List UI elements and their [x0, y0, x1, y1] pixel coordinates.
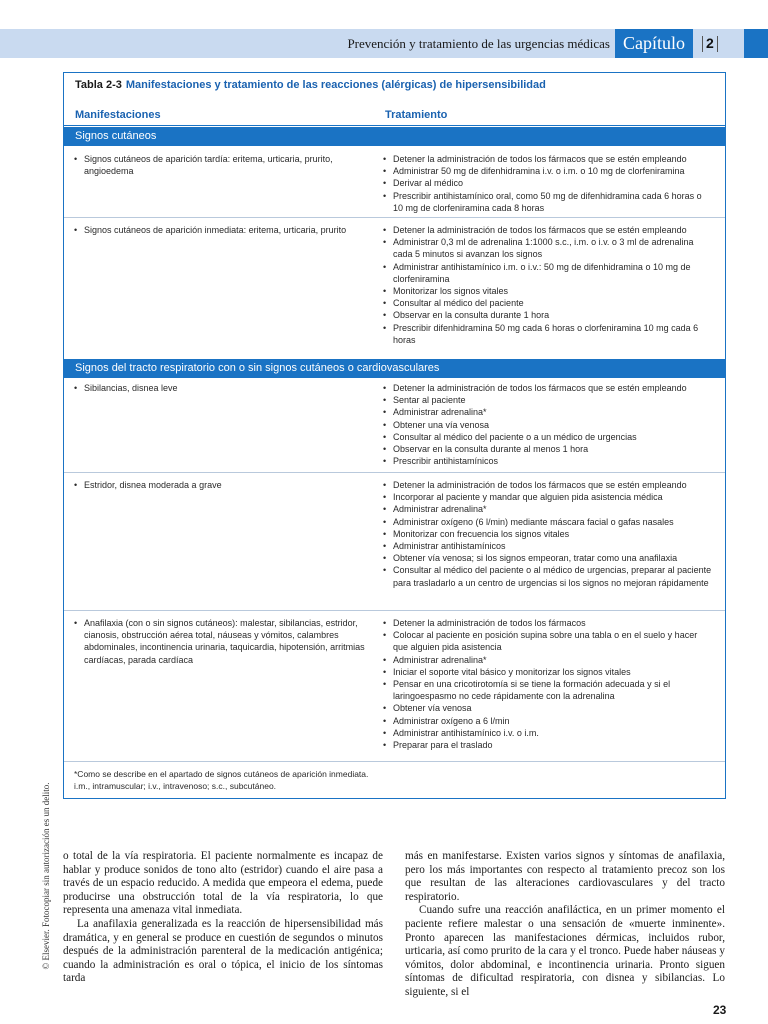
treatment-item: • Observar en la consulta durante 1 hora	[383, 309, 713, 321]
treatment-item: • Administrar oxígeno (6 l/min) mediante máscara facial o gafas nasales	[383, 516, 713, 528]
treatment-item: • Detener la administración de todos los fármacos que se estén empleando	[383, 153, 713, 165]
treatment-item: • Obtener vía venosa	[383, 702, 713, 714]
table-label: Tabla 2-3	[75, 79, 122, 91]
row-divider	[64, 610, 725, 611]
table-row-5-treatment	[383, 617, 713, 751]
treatment-item: • Administrar adrenalina*	[383, 503, 713, 515]
treatment-item: • Administrar adrenalina*	[383, 406, 713, 418]
row-divider	[64, 472, 725, 473]
page-number: 23	[713, 1003, 727, 1017]
treatment-item: • Administrar antihistamínico i.m. o i.v.: 50 mg de difenhidramina o 10 mg de clorfeniramina	[383, 261, 713, 285]
treatment-item: • Obtener una vía venosa	[383, 419, 713, 431]
manifestation-text: • Sibilancias, disnea leve	[74, 382, 374, 394]
body-column-right	[405, 850, 725, 1000]
thumb-tab	[744, 29, 768, 58]
table-row-3-manifestation	[74, 382, 374, 394]
body-paragraph: La anafilaxia generalizada es la reacción de hipersensibilidad más dramática, y en general se produce en cuestión de segundos o minutos después de la administración parenteral de la medicación antigénica; cuando la administración es oral o tópica, el inicio de los síntomas tarda	[63, 917, 383, 985]
running-header-title: Prevención y tratamiento de las urgencias médicas	[347, 36, 610, 51]
treatment-item: • Administrar 0,3 ml de adrenalina 1:1000 s.c., i.m. o i.v. o 3 ml de adrenalina cada 5 minutos si avanzan los signos	[383, 236, 713, 260]
treatment-item: • Monitorizar con frecuencia los signos vitales	[383, 528, 713, 540]
treatment-item: • Consultar al médico del paciente o al médico de urgencias, preparar al paciente para trasladarlo a un centro de urgencias si los signos no mejoran rápidamente	[383, 564, 713, 588]
column-header-manifestations: Manifestaciones	[75, 109, 161, 121]
section-skin-signs: Signos cutáneos	[64, 127, 725, 146]
treatment-item: • Administrar antihistamínicos	[383, 540, 713, 552]
treatment-item: • Detener la administración de todos los fármacos que se estén empleando	[383, 224, 713, 236]
table-row-3-treatment	[383, 382, 713, 467]
manifestation-text: • Signos cutáneos de aparición tardía: eritema, urticaria, prurito, angioedema	[74, 153, 374, 177]
treatment-item: • Derivar al médico	[383, 177, 713, 189]
body-paragraph: más en manifestarse. Existen varios signos y síntomas de anafilaxia, pero los más importantes con respecto al tratamiento precoz son los que resultan de las alteraciones cardiovasculares y del tracto respiratorio.	[405, 850, 725, 903]
treatment-item: • Administrar adrenalina*	[383, 654, 713, 666]
treatment-item: • Prescribir difenhidramina 50 mg cada 6 horas o clorfeniramina 10 mg cada 6 horas	[383, 322, 713, 346]
table-caption: Manifestaciones y tratamiento de las reacciones (alérgicas) de hipersensibilidad	[125, 79, 546, 91]
table-row-4-treatment	[383, 479, 713, 589]
table-title	[75, 79, 546, 91]
row-divider	[64, 217, 725, 218]
body-column-left	[63, 850, 383, 986]
column-header-treatment: Tratamiento	[385, 109, 448, 121]
treatment-item: • Prescribir antihistamínico oral, como 50 mg de difenhidramina cada 6 horas o 10 mg de clorfeniramina cada 8 horas	[383, 190, 713, 214]
treatment-item: • Sentar al paciente	[383, 394, 713, 406]
treatment-item: • Colocar al paciente en posición supina sobre una tabla o en el suelo y hacer que alguien pida asistencia	[383, 629, 713, 653]
header-rule	[64, 125, 725, 126]
table-row-2-treatment	[383, 224, 713, 346]
treatment-item: • Administrar antihistamínico i.v. o i.m.	[383, 727, 713, 739]
treatment-item: • Monitorizar los signos vitales	[383, 285, 713, 297]
treatment-item: • Prescribir antihistamínicos	[383, 455, 713, 467]
body-paragraph: Cuando sufre una reacción anafiláctica, en un primer momento el paciente refiere malestar o una sensación de «muerte inminente». Pronto aparecen las manifestaciones dérmicas, incluidos rubor, urticaria, así como prurito de la cara y el tronco. Puede haber náuseas y vómitos, dolor abdominal, e incontinencia urinaria. Pronto siguen síntomas de dificultad respiratoria, con disnea y sibilancias. Lo siguiente, si el	[405, 904, 725, 998]
section-respiratory-signs: Signos del tracto respiratorio con o sin signos cutáneos o cardiovasculares	[64, 359, 725, 378]
treatment-item: • Incorporar al paciente y mandar que alguien pida asistencia médica	[383, 491, 713, 503]
table-row-4-manifestation	[74, 479, 374, 491]
treatment-item: • Detener la administración de todos los fármacos	[383, 617, 713, 629]
treatment-item: • Preparar para el traslado	[383, 739, 713, 751]
row-divider	[64, 761, 725, 762]
copyright-side-note	[39, 766, 53, 990]
treatment-item: • Observar en la consulta durante al menos 1 hora	[383, 443, 713, 455]
manifestation-text: • Estridor, disnea moderada a grave	[74, 479, 374, 491]
treatment-item: • Pensar en una cricotirotomía si se tiene la formación adecuada y si el laringoespasmo no cede rápidamente con la adrenalina	[383, 678, 713, 702]
table-row-2-manifestation	[74, 224, 374, 236]
treatment-item: • Consultar al médico del paciente	[383, 297, 713, 309]
treatment-item: • Consultar al médico del paciente o a un médico de urgencias	[383, 431, 713, 443]
treatment-item: • Detener la administración de todos los fármacos que se estén empleando	[383, 382, 713, 394]
table-2-3	[63, 72, 726, 799]
table-row-1-manifestation	[74, 153, 374, 177]
chapter-label: Capítulo	[615, 29, 693, 58]
chapter-number-text: 2	[706, 35, 714, 51]
copyright-text: © Elsevier. Fotocopiar sin autorización es un delito.	[41, 782, 51, 970]
treatment-item: • Detener la administración de todos los fármacos que se estén empleando	[383, 479, 713, 491]
treatment-item: • Obtener vía venosa; si los signos empeoran, tratar como una anafilaxia	[383, 552, 713, 564]
table-row-1-treatment	[383, 153, 713, 214]
treatment-item: • Administrar 50 mg de difenhidramina i.v. o i.m. o 10 mg de clorfeniramina	[383, 165, 713, 177]
treatment-item: • Iniciar el soporte vital básico y monitorizar los signos vitales	[383, 666, 713, 678]
chapter-number	[699, 35, 721, 52]
manifestation-text: • Signos cutáneos de aparición inmediata: eritema, urticaria, prurito	[74, 224, 374, 236]
table-footnote-2: i.m., intramuscular; i.v., intravenoso; s.c., subcutáneo.	[74, 781, 277, 791]
treatment-item: • Administrar oxígeno a 6 l/min	[383, 715, 713, 727]
manifestation-text: • Anafilaxia (con o sin signos cutáneos): malestar, sibilancias, estridor, cianosis, obstrucción aérea total, náuseas y vómitos, calambres abdominales, incontinencia urinaria, taquicardia, hipotensión, arritmias cardíacas, parada cardíaca	[74, 617, 374, 666]
table-row-5-manifestation	[74, 617, 374, 666]
body-paragraph: o total de la vía respiratoria. El paciente normalmente es incapaz de hablar y produce sonidos de tono alto (estridor) cuando el aire pasa a través de un espacio reducido. A medida que empeora el edema, puede producirse una obstrucción total de la vía respiratoria, lo que representa una amenaza vital inmediata.	[63, 850, 383, 917]
table-footnote-1: *Como se describe en el apartado de signos cutáneos de aparición inmediata.	[74, 769, 369, 779]
